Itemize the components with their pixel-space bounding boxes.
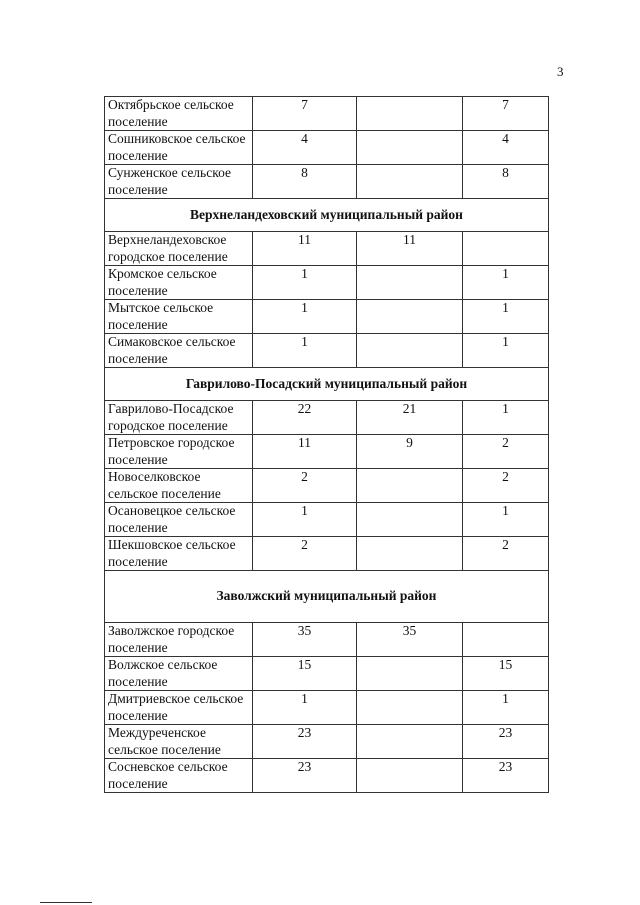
rural-count: 7 bbox=[463, 97, 549, 131]
urban-count bbox=[357, 759, 463, 793]
settlement-name: Осановецкое сельское поселение bbox=[105, 503, 253, 537]
rural-count: 2 bbox=[463, 469, 549, 503]
page-number: 3 bbox=[557, 64, 564, 79]
rural-count: 23 bbox=[463, 725, 549, 759]
urban-count bbox=[357, 300, 463, 334]
total-count: 4 bbox=[253, 131, 357, 165]
total-count: 23 bbox=[253, 759, 357, 793]
table-row bbox=[105, 300, 549, 334]
settlement-name: Мытское сельское поселение bbox=[105, 300, 253, 334]
table-row bbox=[105, 759, 549, 793]
urban-count bbox=[357, 503, 463, 537]
settlement-name: Верхнеландеховское городское поселение bbox=[105, 232, 253, 266]
table-row bbox=[105, 503, 549, 537]
urban-count: 21 bbox=[357, 401, 463, 435]
district-header-row bbox=[105, 199, 549, 232]
total-count: 1 bbox=[253, 503, 357, 537]
table-row bbox=[105, 435, 549, 469]
urban-count bbox=[357, 165, 463, 199]
district-header-row bbox=[105, 571, 549, 623]
settlement-name: Междуреченское сельское поселение bbox=[105, 725, 253, 759]
table-row bbox=[105, 537, 549, 571]
settlements-table bbox=[104, 96, 549, 793]
rural-count: 23 bbox=[463, 759, 549, 793]
district-header-row bbox=[105, 368, 549, 401]
district-header: Заволжский муниципальный район bbox=[105, 571, 549, 623]
table-row bbox=[105, 401, 549, 435]
rural-count: 2 bbox=[463, 435, 549, 469]
table-row bbox=[105, 165, 549, 199]
urban-count: 35 bbox=[357, 623, 463, 657]
total-count: 7 bbox=[253, 97, 357, 131]
settlement-name: Сунженское сельское поселение bbox=[105, 165, 253, 199]
table-row bbox=[105, 232, 549, 266]
total-count: 35 bbox=[253, 623, 357, 657]
table-row bbox=[105, 691, 549, 725]
total-count: 23 bbox=[253, 725, 357, 759]
total-count: 15 bbox=[253, 657, 357, 691]
urban-count bbox=[357, 657, 463, 691]
district-header: Верхнеландеховский муниципальный район bbox=[105, 199, 549, 232]
urban-count bbox=[357, 691, 463, 725]
settlement-name: Кромское сельское поселение bbox=[105, 266, 253, 300]
district-header: Гаврилово-Посадский муниципальный район bbox=[105, 368, 549, 401]
urban-count: 9 bbox=[357, 435, 463, 469]
total-count: 1 bbox=[253, 691, 357, 725]
urban-count bbox=[357, 131, 463, 165]
rural-count: 1 bbox=[463, 401, 549, 435]
settlement-name: Шекшовское сельское поселение bbox=[105, 537, 253, 571]
urban-count: 11 bbox=[357, 232, 463, 266]
settlement-name: Симаковское сельское поселение bbox=[105, 334, 253, 368]
table-row bbox=[105, 131, 549, 165]
settlement-name: Дмитриевское сельское поселение bbox=[105, 691, 253, 725]
rural-count: 1 bbox=[463, 266, 549, 300]
rural-count bbox=[463, 623, 549, 657]
total-count: 22 bbox=[253, 401, 357, 435]
total-count: 2 bbox=[253, 537, 357, 571]
settlement-name: Новоселковское сельское поселение bbox=[105, 469, 253, 503]
table-row bbox=[105, 657, 549, 691]
urban-count bbox=[357, 266, 463, 300]
rural-count: 8 bbox=[463, 165, 549, 199]
rural-count: 1 bbox=[463, 300, 549, 334]
rural-count: 1 bbox=[463, 691, 549, 725]
table-row bbox=[105, 334, 549, 368]
table-row bbox=[105, 725, 549, 759]
urban-count bbox=[357, 97, 463, 131]
rural-count: 15 bbox=[463, 657, 549, 691]
urban-count bbox=[357, 469, 463, 503]
settlement-name: Петровское городское поселение bbox=[105, 435, 253, 469]
rural-count: 4 bbox=[463, 131, 549, 165]
table-row bbox=[105, 623, 549, 657]
total-count: 11 bbox=[253, 435, 357, 469]
total-count: 1 bbox=[253, 266, 357, 300]
settlement-name: Заволжское городское поселение bbox=[105, 623, 253, 657]
total-count: 1 bbox=[253, 300, 357, 334]
footer-line bbox=[40, 902, 92, 903]
settlement-name: Сосневское сельское поселение bbox=[105, 759, 253, 793]
total-count: 1 bbox=[253, 334, 357, 368]
total-count: 8 bbox=[253, 165, 357, 199]
urban-count bbox=[357, 334, 463, 368]
total-count: 2 bbox=[253, 469, 357, 503]
rural-count: 1 bbox=[463, 334, 549, 368]
table-row bbox=[105, 97, 549, 131]
urban-count bbox=[357, 537, 463, 571]
settlement-name: Гаврилово-Посадское городское поселение bbox=[105, 401, 253, 435]
settlement-name: Сошниковское сельское поселение bbox=[105, 131, 253, 165]
settlement-name: Октябрьское сельское поселение bbox=[105, 97, 253, 131]
rural-count: 2 bbox=[463, 537, 549, 571]
settlement-name: Волжское сельское поселение bbox=[105, 657, 253, 691]
total-count: 11 bbox=[253, 232, 357, 266]
rural-count bbox=[463, 232, 549, 266]
rural-count: 1 bbox=[463, 503, 549, 537]
table-row bbox=[105, 266, 549, 300]
urban-count bbox=[357, 725, 463, 759]
table-row bbox=[105, 469, 549, 503]
